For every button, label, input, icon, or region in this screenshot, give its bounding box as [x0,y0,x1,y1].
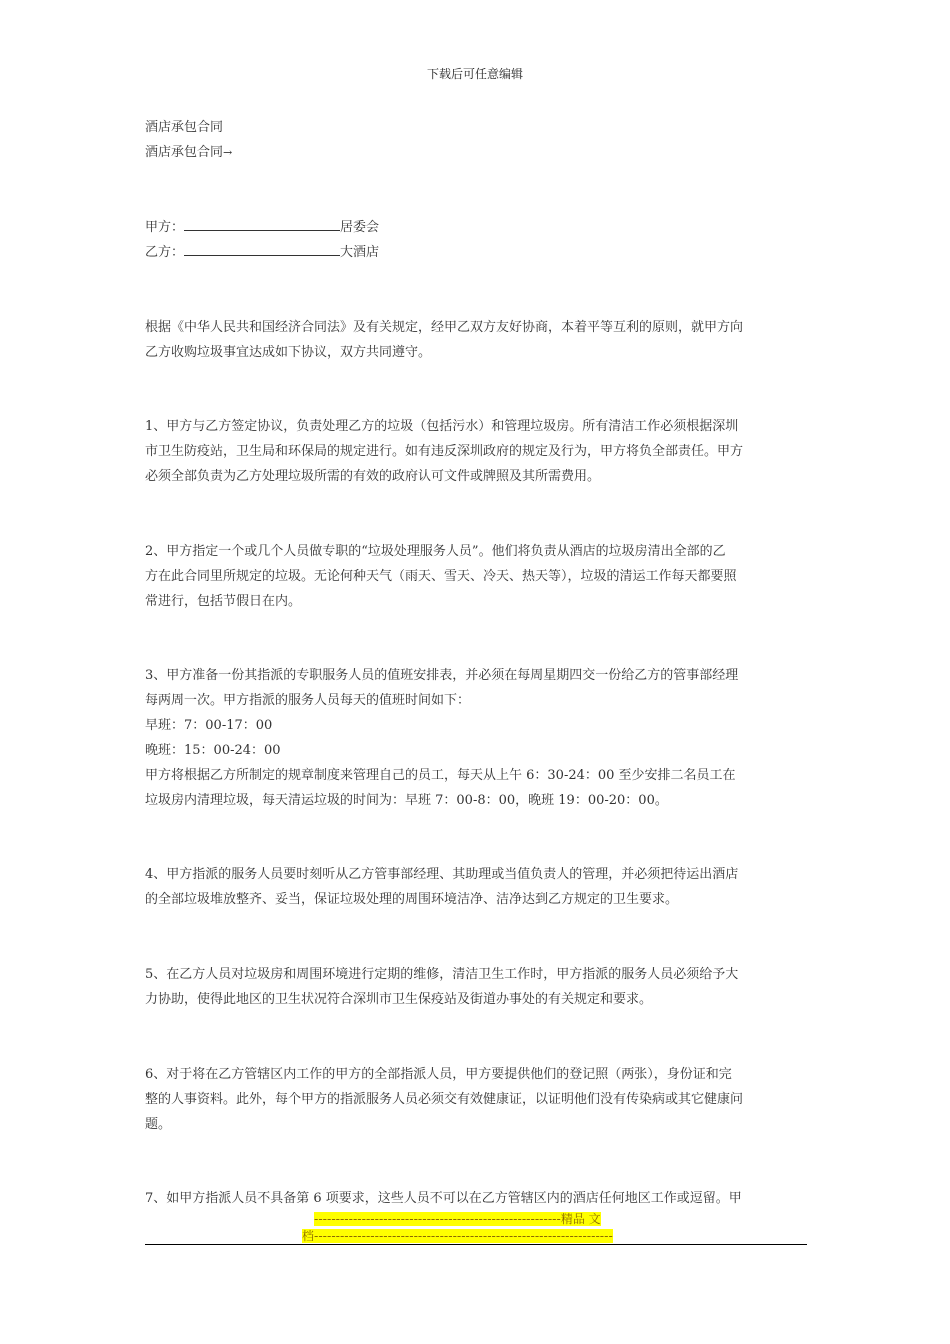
party-b-line [145,240,807,265]
clause-3-line: 每两周一次。甲方指派的服务人员每天的值班时间如下： [145,693,471,708]
clause-5-line: 5、在乙方人员对垃圾房和周围环境进行定期的维修，清洁卫生工作时，甲方指派的服务人员必须给予大 [145,967,739,982]
shift-evening: 晚班：15：00-24：00 [145,743,281,758]
clause-6-line: 整的人事资料。此外，每个甲方的指派服务人员必须交有效健康证，以证明他们没有传染病或其它健康问 [145,1092,744,1107]
intro-line: 乙方收购垃圾事宜达成如下协议，双方共同遵守。 [145,345,432,360]
party-b-label: 乙方： [145,245,185,260]
arrow-icon: → [223,146,233,159]
clause-2-line: 常进行，包括节假日在内。 [145,594,302,609]
clause-7 [145,1186,807,1211]
shift-morning: 早班：7：00-17：00 [145,718,273,733]
footer-banner [302,1211,650,1245]
clause-4-line: 4、甲方指派的服务人员要时刻听从乙方管事部经理、其助理或当值负责人的管理，并必须把待运出酒店 [145,867,739,882]
intro-paragraph [145,315,807,365]
clause-1 [145,414,807,489]
party-b-blank [184,241,340,256]
clause-6 [145,1062,807,1137]
clause-1-line: 市卫生防疫站，卫生局和环保局的规定进行。如有违反深圳政府的规定及行为，甲方将负全部责任。甲方 [145,444,744,459]
footer-banner-line-2: 档--------------------------------------------------------------------- [302,1229,613,1243]
footer-banner-row [302,1211,650,1228]
clause-1-line: 1、甲方与乙方签定协议，负责处理乙方的垃圾（包括污水）和管理垃圾房。所有清洁工作必须根据深圳 [145,419,739,434]
party-b-suffix: 大酒店 [340,245,380,260]
clause-2 [145,539,807,614]
clause-5-line: 力协助，使得此地区的卫生状况符合深圳市卫生保疫站及街道办事处的有关规定和要求。 [145,992,653,1007]
clause-3 [145,663,807,813]
clause-1-line: 必须全部负责为乙方处理垃圾所需的有效的政府认可文件或牌照及其所需费用。 [145,469,601,484]
party-a-blank [184,216,340,231]
clause-6-line: 6、对于将在乙方管辖区内工作的甲方的全部指派人员，甲方要提供他们的登记照（两张），身份证和完 [145,1067,732,1082]
clause-7-line: 7、如甲方指派人员不具备第 6 项要求，这些人员不可以在乙方管辖区内的酒店任何地区工作或逗留。甲 [145,1191,742,1206]
intro-line: 根据《中华人民共和国经济合同法》及有关规定，经甲乙双方友好协商，本着平等互利的原则，就甲方向 [145,320,744,335]
clause-3-line: 3、甲方准备一份其指派的专职服务人员的值班安排表，并必须在每周星期四交一份给乙方的管事部经理 [145,668,739,683]
clause-2-line: 2、甲方指定一个或几个人员做专职的“垃圾处理服务人员”。他们将负责从酒店的垃圾房清出全部的乙 [145,544,726,559]
footer-banner-line-1: ---------------------------------------------------------精品 文 [314,1212,601,1226]
party-a-line [145,215,807,240]
clause-3-line: 垃圾房内清理垃圾，每天清运垃圾的时间为：早班 7：00-8：00，晚班 19：00-20：00。 [145,793,668,808]
page-header-note: 下载后可任意编辑 [426,67,523,81]
clause-6-line: 题。 [145,1117,172,1132]
clause-3-line: 甲方将根据乙方所制定的规章制度来管理自己的员工，每天从上午 6：30-24：00 至少安排二名员工在 [145,768,736,783]
footer-banner-row [302,1228,650,1245]
doc-subtitle [145,140,807,165]
party-a-suffix: 居委会 [340,220,380,235]
clause-4 [145,862,807,912]
doc-subtitle-text: 酒店承包合同 [145,145,224,160]
title-block [145,115,807,165]
clause-2-line: 方在此合同里所规定的垃圾。无论何种天气（雨天、雪天、冷天、热天等），垃圾的清运工作每天都要照 [145,569,737,584]
clause-5 [145,962,807,1012]
party-a-label: 甲方： [145,220,185,235]
doc-title: 酒店承包合同 [145,120,224,135]
footer-divider [145,1244,807,1245]
parties-block [145,215,807,265]
clause-4-line: 的全部垃圾堆放整齐、妥当，保证垃圾处理的周围环境洁净、洁净达到乙方规定的卫生要求。 [145,892,679,907]
